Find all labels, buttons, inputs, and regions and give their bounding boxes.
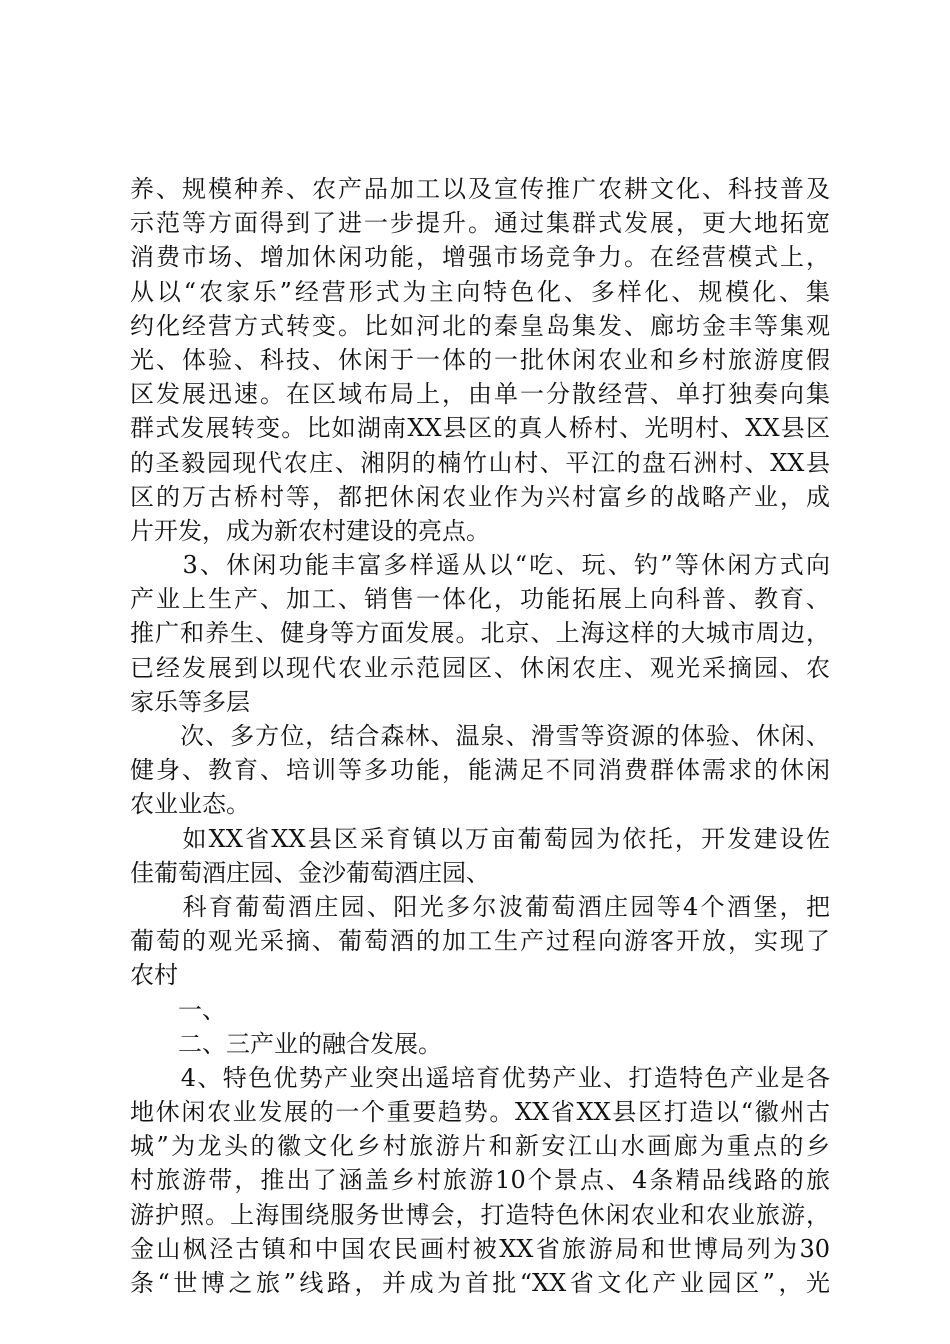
text-line: 从以“农家乐”经营形式为主向特色化、多样化、规模化、集 (130, 277, 830, 306)
text-line: 已经发展到以现代农业示范园区、休闲农庄、观光采摘园、农 (130, 653, 830, 682)
text-line: 的圣毅园现代农庄、湘阴的楠竹山村、平江的盘石洲村、XX县 (130, 448, 830, 477)
text-line: 产业上生产、加工、销售一体化，功能拓展上向科普、教育、 (130, 585, 830, 614)
text-line: 3、休闲功能丰富多样遥从以“吃、玩、钓”等休闲方式向 (130, 551, 830, 580)
text-line: 城”为龙头的徽文化乡村旅游片和新安江山水画廊为重点的乡 (130, 1132, 830, 1161)
text-line: 区发展迅速。在区域布局上，由单一分散经营、单打独奏向集 (130, 380, 830, 409)
text-line: 农业业态。 (130, 790, 250, 819)
text-line: 约化经营方式转变。比如河北的秦皇岛集发、廊坊金丰等集观 (130, 311, 830, 340)
text-line: 消费市场、增加休闲功能，增强市场竞争力。在经营模式上， (130, 243, 830, 272)
text-line: 示范等方面得到了进一步提升。通过集群式发展，更大地拓宽 (130, 209, 830, 238)
text-line: 村旅游带，推出了涵盖乡村旅游10个景点、4条精品线路的旅 (130, 1166, 830, 1195)
text-line: 如XX省XX县区采育镇以万亩葡萄园为依托，开发建设佐 (130, 824, 830, 853)
text-line: 葡萄的观光采摘、葡萄酒的加工生产过程向游客开放，实现了 (130, 927, 830, 956)
text-line: 4、特色优势产业突出遥培育优势产业、打造特色产业是各 (130, 1063, 830, 1092)
text-line: 条“世博之旅”线路，并成为首批“XX省文化产业园区”，光 (130, 1269, 830, 1297)
text-line: 科育葡萄酒庄园、阳光多尔波葡萄酒庄园等4个酒堡，把 (130, 892, 830, 921)
text-line: 区的万古桥村等，都把休闲农业作为兴村富乡的战略产业，成 (130, 482, 830, 511)
text-line: 群式发展转变。比如湖南XX县区的真人桥村、光明村、XX县区 (130, 414, 830, 443)
text-line: 地休闲农业发展的一个重要趋势。XX省XX县区打造以“徽州古 (130, 1098, 830, 1127)
text-line: 推广和养生、健身等方面发展。北京、上海这样的大城市周边， (130, 619, 830, 648)
text-line: 佳葡萄酒庄园、金沙葡萄酒庄园、 (130, 858, 490, 887)
text-line: 游护照。上海围绕服务世博会，打造特色休闲农业和农业旅游， (130, 1200, 830, 1229)
text-line: 健身、教育、培训等多功能，能满足不同消费群体需求的休闲 (130, 756, 830, 785)
text-line: 光、体验、科技、休闲于一体的一批休闲农业和乡村旅游度假 (130, 345, 830, 374)
text-line: 二、三产业的融合发展。 (130, 1029, 442, 1058)
text-line: 养、规模种养、农产品加工以及宣传推广农耕文化、科技普及 (130, 175, 830, 203)
body-text (130, 172, 830, 1300)
text-line: 金山枫泾古镇和中国农民画村被XX省旅游局和世博局列为30 (130, 1234, 830, 1263)
text-line: 家乐等多层 (130, 687, 250, 716)
text-line: 次、多方位，结合森林、温泉、滑雪等资源的体验、休闲、 (130, 722, 830, 750)
text-line: 一、 (130, 995, 226, 1024)
text-line: 农村 (130, 961, 178, 990)
text-line: 片开发，成为新农村建设的亮点。 (130, 516, 490, 545)
